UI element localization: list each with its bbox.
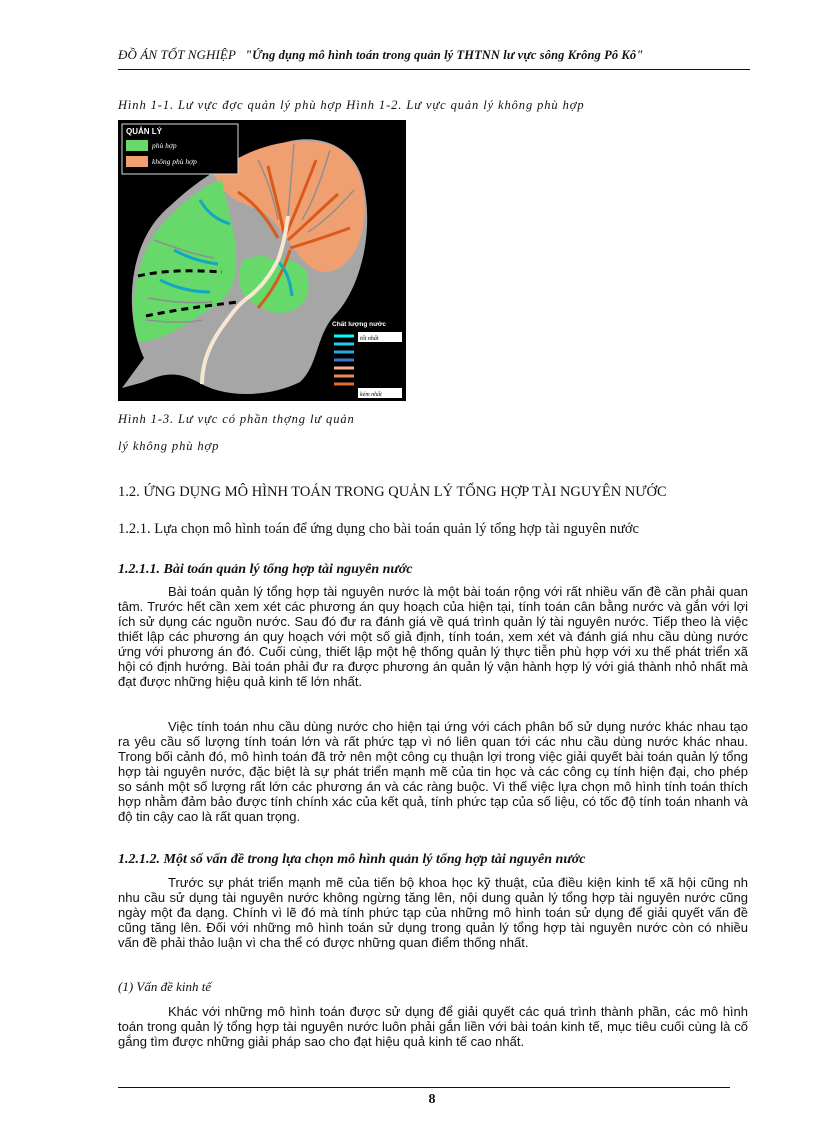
paragraph-2: Việc tính toán nhu cầu dùng nước cho hiện tại ứng với cách phân bố sử dụng nước khác nhau tạo ra yêu cầu số lượng tính toán lớn và rất phức tạp vì nó liên quan tới các nhu cầu dùng nước khác nhau. Trong bối cảnh đó, mô hình toán đã trở nên một công cụ thuận lợi trong việc giải quyết bài toán quản lý tổng hợp tài nguyên nước, đặc biệt là sự phát triển mạnh mẽ của tin học và các công cụ tính hiện đại, cho phép so sánh một số lượng rất lớn các phương án và các ràng buộc. Vì thế việc lựa chọn mô hình tính toán thích hợp nhằm đảm bảo được tính chính xác của kết quả, tính phức tạp của số liệu, có tốc độ tính toán nhanh và độ tin cậy cao là rất quan trọng. — [118, 719, 748, 824]
subsubsection-heading-2: 1.2.1.2. Một số vấn đề trong lựa chọn mô hình quản lý tổng hợp tài nguyên nước — [118, 852, 586, 867]
suitable-swatch — [126, 140, 148, 151]
quality-legend-worst: kém nhất — [360, 392, 382, 398]
header-rule — [118, 69, 750, 70]
management-legend-unsuitable: không phù hợp — [152, 157, 197, 166]
running-header — [118, 47, 748, 63]
water-quality-legend — [332, 320, 402, 398]
header-thesis-title: "Ứng dụng mô hình toán trong quản lý THTNN lư vực sông Krông Pô Kô" — [245, 48, 644, 62]
section-heading: 1.2. ỨNG DỤNG MÔ HÌNH TOÁN TRONG QUẢN LÝ TỔNG HỢP TÀI NGUYÊN NƯỚC — [118, 484, 667, 500]
unsuitable-swatch — [126, 156, 148, 167]
watershed-map-figure — [118, 120, 406, 401]
quality-scale — [334, 336, 354, 384]
header-thesis-label: ĐỒ ÁN TỐT NGHIỆP — [118, 47, 236, 62]
footer-rule — [118, 1087, 730, 1088]
quality-legend-title: Chất lượng nước — [332, 321, 387, 328]
page-number: 8 — [428, 1092, 436, 1107]
figure-caption-top: Hình 1-1. Lư vực đợc quản lý phù hợp Hình 1-2. Lư vực quản lý không phù hợp — [118, 98, 585, 112]
management-legend-title: QUẢN LÝ — [126, 127, 162, 136]
paragraph-1: Bài toán quản lý tổng hợp tài nguyên nước là một bài toán rộng với rất nhiều vấn đề cần phải quan tâm. Trước hết cần xem xét các phương án quy hoạch của hiện tại, tính toán cân bằng nước và gắn với lợi ích sử dụng các nguồn nước. Sau đó đư ra đánh giá về quá trình quản lý tài nguyên nước. Tiếp theo là việc thiết lập các phương án quy hoạch với một số giả định, tính toán, xem xét và đánh giá nhu cầu dùng nước ứng với phương án đó. Cuối cùng, thiết lập một hệ thống quản lý thực tiễn phù hợp với xu thế phát triển xã hội có định hướng. Bài toán phải đư ra được phương án quản lý vận hành hợp lý với giá thành nhỏ nhất mà đạt được những hiệu quả kinh tế lớn nhất. — [118, 584, 748, 689]
management-legend — [122, 124, 238, 174]
figure-caption-bottom-line1: Hình 1-3. Lư vực có phần thợng lư quản — [118, 412, 355, 426]
subsection-heading: 1.2.1. Lựa chọn mô hình toán để ứng dụng cho bài toán quản lý tổng hợp tài nguyên nước — [118, 521, 639, 537]
economic-issue-label: (1) Vấn đề kinh tế — [118, 979, 212, 994]
paragraph-4: Khác với những mô hình toán được sử dụng để giải quyết các quá trình thành phần, các mô hình toán trong quản lý tổng hợp tài nguyên nước luôn phải gắn liền với bài toán kinh tế, mục tiêu cuối cùng là cố gắng tìm được những giải pháp sao cho đạt hiệu quả kinh tế cao nhất. — [118, 1004, 748, 1049]
quality-legend-best: tốt nhất — [360, 336, 379, 342]
paragraph-3: Trước sự phát triển mạnh mẽ của tiến bộ khoa học kỹ thuật, của điều kiện kinh tế xã hội cũng nh nhu cầu sử dụng tài nguyên nước không ngừng tăng lên, nội dung quản lý tổng hợp tài nguyên nước cũng ngày một đa dạng. Chính vì lẽ đó mà tính phức tạp của những mô hình toán sử dụng để giải quyết vấn đề cũng tăng lên. Đối với những mô hình toán sử dụng trong quản lý tổng hợp tài nguyên nước còn có nhiều vấn đề phải thảo luận vì cha thể có được những quan điểm thống nhất. — [118, 875, 748, 950]
subsubsection-heading-1: 1.2.1.1. Bài toán quản lý tổng hợp tài nguyên nước — [118, 562, 413, 577]
management-legend-suitable: phù hợp — [152, 141, 177, 150]
figure-caption-bottom-line2: lý không phù hợp — [118, 439, 220, 453]
